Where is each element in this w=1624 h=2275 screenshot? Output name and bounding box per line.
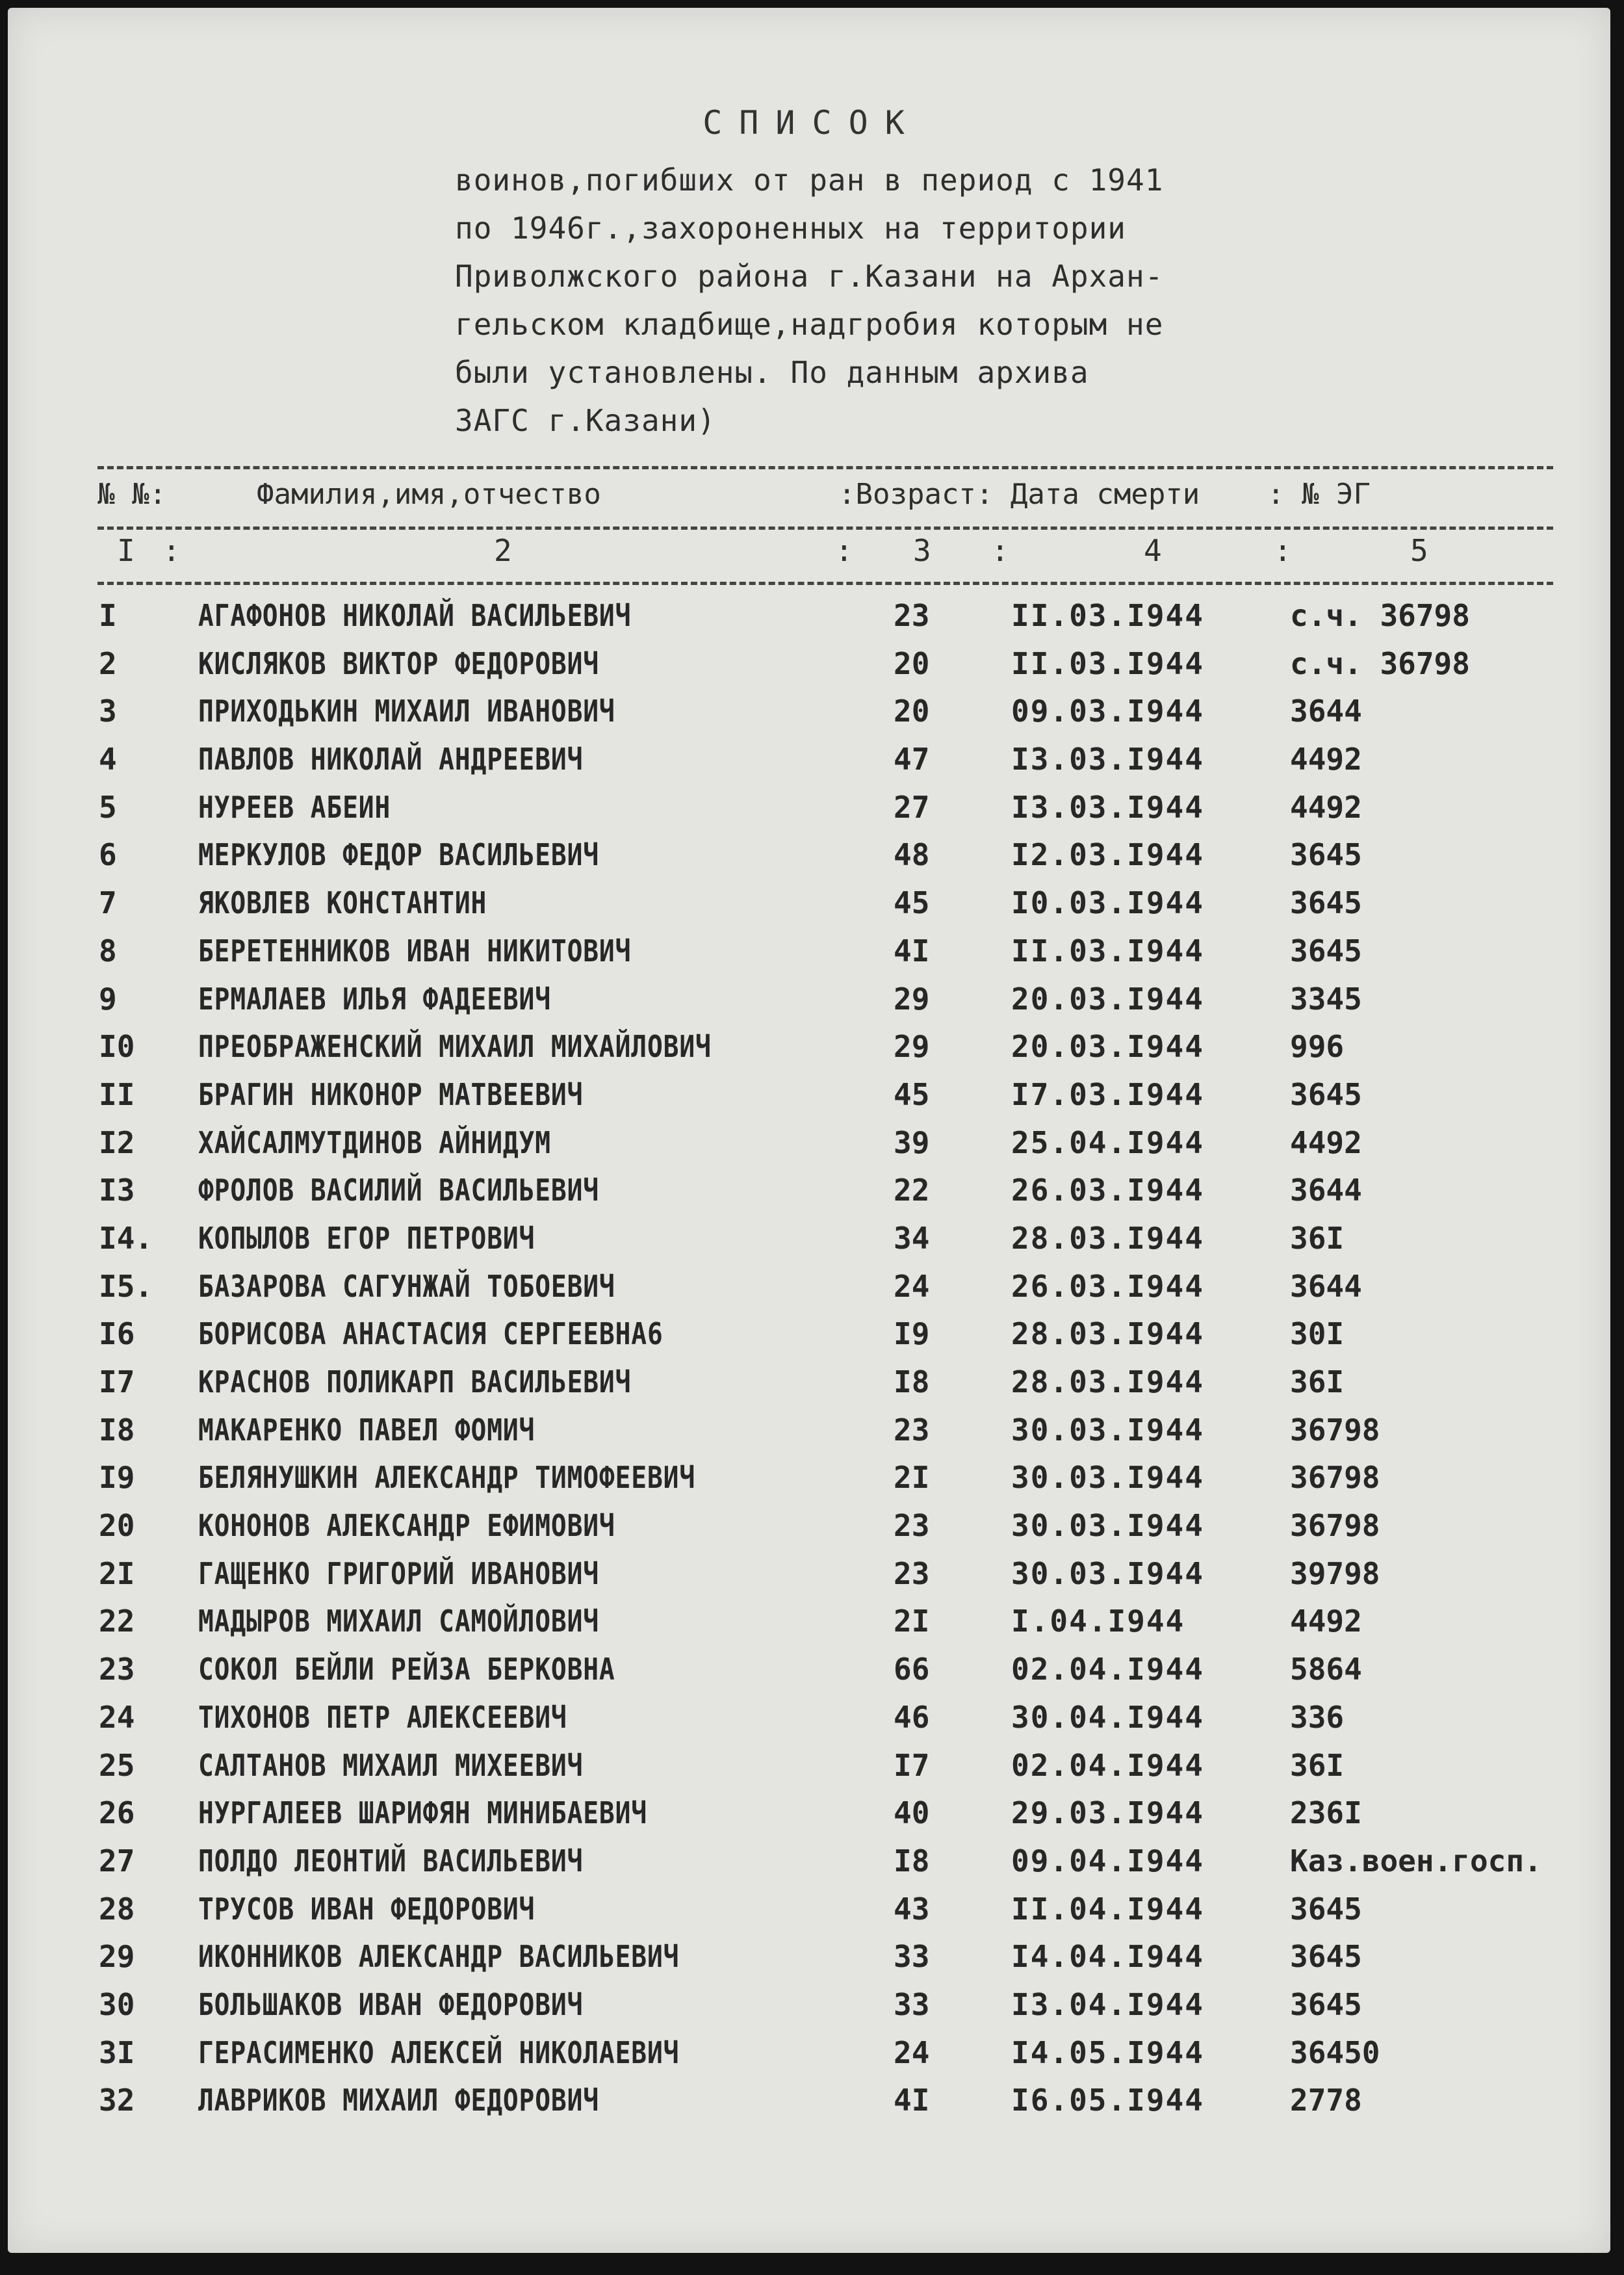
soldier-name: МАДЫРОВ МИХАИЛ САМОЙЛОВИЧ [198, 1604, 599, 1639]
soldier-name: САЛТАНОВ МИХАИЛ МИХЕЕВИЧ [198, 1747, 584, 1783]
death-date: I3.03.I944 [1011, 789, 1204, 825]
age-cell: 47 [894, 742, 930, 777]
unit-number: 4492 [1290, 789, 1362, 825]
death-date: I3.04.I944 [1011, 1986, 1204, 2022]
unit-number: 3644 [1290, 694, 1362, 729]
unit-number: с.ч. 36798 [1290, 645, 1470, 681]
age-cell: I9 [894, 1316, 930, 1352]
row-number: 28 [99, 1891, 135, 1927]
subtitle-line: Приволжского района г.Казани на Архан- [455, 259, 1164, 294]
column-number-rule [97, 582, 1553, 585]
row-number: 9 [99, 981, 117, 1017]
death-date: II.04.I944 [1011, 1891, 1204, 1927]
unit-number: 4492 [1290, 1124, 1362, 1160]
row-number: 23 [99, 1652, 135, 1687]
row-number: 22 [99, 1604, 135, 1639]
unit-number: 3644 [1290, 1173, 1362, 1208]
soldier-name: ТРУСОВ ИВАН ФЕДОРОВИЧ [198, 1891, 535, 1927]
row-number: I7 [99, 1364, 135, 1399]
soldier-name: НУРЕЕВ АБЕИН [198, 789, 391, 825]
death-date: 30.03.I944 [1011, 1555, 1204, 1591]
unit-number: 2778 [1290, 2083, 1362, 2118]
unit-number: 36798 [1290, 1412, 1380, 1448]
table-row [0, 884, 1624, 932]
age-cell: 33 [894, 1986, 930, 2022]
death-date: 30.03.I944 [1011, 1460, 1204, 1496]
row-number: 3I [99, 2034, 135, 2070]
subtitle-line: воинов,погибших от ран в период с 1941 [455, 162, 1164, 198]
death-date: 09.04.I944 [1011, 1843, 1204, 1878]
soldier-name: БАЗАРОВА САГУНЖАЙ ТОБОЕВИЧ [198, 1268, 615, 1304]
row-number: I3 [99, 1173, 135, 1208]
unit-number: 3645 [1290, 1939, 1362, 1975]
row-number: I4. [99, 1220, 153, 1256]
table-row [0, 645, 1624, 693]
age-cell: 43 [894, 1891, 930, 1927]
unit-number: 5864 [1290, 1652, 1362, 1687]
age-cell: 23 [894, 1555, 930, 1591]
death-date: II.03.I944 [1011, 933, 1204, 968]
age-cell: 4I [894, 933, 930, 968]
row-number: 2 [99, 645, 117, 681]
soldier-name: КОНОНОВ АЛЕКСАНДР ЕФИМОВИЧ [198, 1508, 615, 1544]
death-date: I0.03.I944 [1011, 885, 1204, 921]
age-cell: I8 [894, 1843, 930, 1878]
table-top-rule [97, 466, 1553, 469]
row-number: 5 [99, 789, 117, 825]
row-number: I2 [99, 1124, 135, 1160]
age-cell: 23 [894, 1412, 930, 1448]
unit-number: 3644 [1290, 1268, 1362, 1304]
table-row [0, 1890, 1624, 1938]
table-row [0, 1986, 1624, 2034]
age-cell: 27 [894, 789, 930, 825]
age-cell: I7 [894, 1747, 930, 1783]
soldier-name: АГАФОНОВ НИКОЛАЙ ВАСИЛЬЕВИЧ [198, 598, 632, 633]
header-rule [97, 526, 1553, 530]
age-cell: 4I [894, 2083, 930, 2118]
table-row [0, 932, 1624, 980]
soldier-name: БОЛЬШАКОВ ИВАН ФЕДОРОВИЧ [198, 1986, 584, 2022]
soldier-name: ПРЕОБРАЖЕНСКИЙ МИХАИЛ МИХАЙЛОВИЧ [198, 1029, 712, 1065]
soldier-name: БОРИСОВА АНАСТАСИЯ СЕРГЕЕВНА6 [198, 1316, 664, 1352]
soldier-name: ЛАВРИКОВ МИХАИЛ ФЕДОРОВИЧ [198, 2083, 599, 2118]
table-row [0, 692, 1624, 740]
table-row [0, 1794, 1624, 1842]
unit-number: 3645 [1290, 933, 1362, 968]
colnum-5: 5 [1410, 533, 1428, 568]
table-row [0, 1747, 1624, 1795]
table-row [0, 1938, 1624, 1986]
soldier-name: БЕЛЯНУШКИН АЛЕКСАНДР ТИМОФЕЕВИЧ [198, 1460, 695, 1496]
unit-number: 36I [1290, 1364, 1345, 1399]
header-name: Фамилия,имя,отчество [257, 478, 601, 511]
table-row [0, 1650, 1624, 1698]
table-row [0, 836, 1624, 884]
row-number: 4 [99, 742, 117, 777]
death-date: 28.03.I944 [1011, 1364, 1204, 1399]
table-row [0, 1507, 1624, 1555]
subtitle-line: были установлены. По данным архива [455, 355, 1089, 390]
soldier-name: БЕРЕТЕННИКОВ ИВАН НИКИТОВИЧ [198, 933, 632, 968]
table-row [0, 1171, 1624, 1219]
row-number: 30 [99, 1986, 135, 2022]
table-row [0, 597, 1624, 645]
age-cell: 45 [894, 1076, 930, 1112]
row-number: 20 [99, 1508, 135, 1544]
age-cell: 29 [894, 1029, 930, 1065]
death-date: I6.05.I944 [1011, 2083, 1204, 2118]
header-num: № №: [97, 478, 166, 511]
header-age-date: :Возраст: Дата смерти [838, 478, 1200, 511]
table-row [0, 1842, 1624, 1890]
death-date: 30.04.I944 [1011, 1699, 1204, 1735]
table-row [0, 1698, 1624, 1747]
unit-number: 36798 [1290, 1508, 1380, 1544]
unit-number: 39798 [1290, 1555, 1380, 1591]
unit-number: 4492 [1290, 742, 1362, 777]
subtitle-line: по 1946г.,захороненных на территории [455, 211, 1126, 246]
table-row [0, 1028, 1624, 1076]
table-row [0, 2034, 1624, 2082]
unit-number: 996 [1290, 1029, 1345, 1065]
table-row [0, 740, 1624, 788]
colnum-1: I [117, 533, 135, 568]
subtitle-line: гельском кладбище,надгробия которым не [455, 307, 1164, 342]
death-date: I4.04.I944 [1011, 1939, 1204, 1975]
death-date: 26.03.I944 [1011, 1268, 1204, 1304]
header-unit: : № ЭГ [1267, 478, 1371, 511]
row-number: I [99, 598, 117, 633]
age-cell: 40 [894, 1795, 930, 1831]
soldier-name: ГАЩЕНКО ГРИГОРИЙ ИВАНОВИЧ [198, 1555, 599, 1591]
unit-number: 4492 [1290, 1604, 1362, 1639]
row-number: 26 [99, 1795, 135, 1831]
colnum-sep: : [1274, 533, 1292, 568]
soldier-name: ЯКОВЛЕВ КОНСТАНТИН [198, 885, 487, 921]
age-cell: 33 [894, 1939, 930, 1975]
soldier-name: ХАЙСАЛМУТДИНОВ АЙНИДУМ [198, 1124, 551, 1160]
soldier-name: КИСЛЯКОВ ВИКТОР ФЕДОРОВИЧ [198, 645, 599, 681]
table-row [0, 1268, 1624, 1316]
soldier-name: ПАВЛОВ НИКОЛАЙ АНДРЕЕВИЧ [198, 742, 584, 777]
soldier-name: МАКАРЕНКО ПАВЕЛ ФОМИЧ [198, 1412, 535, 1448]
row-number: 29 [99, 1939, 135, 1975]
colnum-sep: : [162, 533, 181, 568]
soldier-name: ГЕРАСИМЕНКО АЛЕКСЕЙ НИКОЛАЕВИЧ [198, 2034, 680, 2070]
age-cell: 29 [894, 981, 930, 1017]
row-number: II [99, 1076, 135, 1112]
table-row [0, 788, 1624, 837]
death-date: 28.03.I944 [1011, 1316, 1204, 1352]
age-cell: 20 [894, 645, 930, 681]
unit-number: 3345 [1290, 981, 1362, 1017]
document-subtitle [455, 156, 1267, 445]
colnum-sep: : [835, 533, 853, 568]
age-cell: 22 [894, 1173, 930, 1208]
row-number: 7 [99, 885, 117, 921]
row-number: 24 [99, 1699, 135, 1735]
row-number: I6 [99, 1316, 135, 1352]
row-number: 27 [99, 1843, 135, 1878]
table-row [0, 1363, 1624, 1411]
table-row [0, 980, 1624, 1028]
death-date: 30.03.I944 [1011, 1508, 1204, 1544]
death-date: 09.03.I944 [1011, 694, 1204, 729]
colnum-2: 2 [494, 533, 512, 568]
row-number: 32 [99, 2083, 135, 2118]
burial-list [0, 597, 1624, 2129]
table-row [0, 1315, 1624, 1363]
soldier-name: ПРИХОДЬКИН МИХАИЛ ИВАНОВИЧ [198, 694, 615, 729]
unit-number: 3645 [1290, 1986, 1362, 2022]
death-date: I4.05.I944 [1011, 2034, 1204, 2070]
death-date: II.03.I944 [1011, 598, 1204, 633]
document-title: СПИСОК [702, 104, 922, 142]
death-date: 29.03.I944 [1011, 1795, 1204, 1831]
table-row [0, 2081, 1624, 2129]
row-number: 6 [99, 837, 117, 873]
soldier-name: ТИХОНОВ ПЕТР АЛЕКСЕЕВИЧ [198, 1699, 567, 1735]
death-date: 02.04.I944 [1011, 1747, 1204, 1783]
table-row [0, 1076, 1624, 1124]
table-row [0, 1459, 1624, 1507]
row-number: I5. [99, 1268, 153, 1304]
unit-number: 36I [1290, 1220, 1345, 1256]
age-cell: 46 [894, 1699, 930, 1735]
unit-number: 236I [1290, 1795, 1362, 1831]
unit-number: 3645 [1290, 885, 1362, 921]
row-number: I0 [99, 1029, 135, 1065]
soldier-name: ЕРМАЛАЕВ ИЛЬЯ ФАДЕЕВИЧ [198, 981, 551, 1017]
unit-number: с.ч. 36798 [1290, 598, 1470, 633]
table-row [0, 1602, 1624, 1650]
colnum-4: 4 [1144, 533, 1162, 568]
soldier-name: КРАСНОВ ПОЛИКАРП ВАСИЛЬЕВИЧ [198, 1364, 632, 1399]
death-date: II.03.I944 [1011, 645, 1204, 681]
age-cell: 23 [894, 598, 930, 633]
row-number: I8 [99, 1412, 135, 1448]
soldier-name: ФРОЛОВ ВАСИЛИЙ ВАСИЛЬЕВИЧ [198, 1173, 599, 1208]
unit-number: 3645 [1290, 837, 1362, 873]
row-number: I9 [99, 1460, 135, 1496]
table-row [0, 1219, 1624, 1268]
row-number: 25 [99, 1747, 135, 1783]
death-date: I7.03.I944 [1011, 1076, 1204, 1112]
age-cell: 34 [894, 1220, 930, 1256]
unit-number: 3645 [1290, 1891, 1362, 1927]
unit-number: 30I [1290, 1316, 1345, 1352]
row-number: 2I [99, 1555, 135, 1591]
age-cell: I8 [894, 1364, 930, 1399]
soldier-name: НУРГАЛЕЕВ ШАРИФЯН МИНИБАЕВИЧ [198, 1795, 647, 1831]
soldier-name: СОКОЛ БЕЙЛИ РЕЙЗА БЕРКОВНА [198, 1652, 615, 1687]
age-cell: 45 [894, 885, 930, 921]
age-cell: 2I [894, 1460, 930, 1496]
age-cell: 66 [894, 1652, 930, 1687]
age-cell: 24 [894, 2034, 930, 2070]
unit-number: Каз.воен.госп. [1290, 1843, 1542, 1878]
subtitle-line: ЗАГС г.Казани) [455, 403, 716, 438]
soldier-name: ИКОННИКОВ АЛЕКСАНДР ВАСИЛЬЕВИЧ [198, 1939, 680, 1975]
age-cell: 48 [894, 837, 930, 873]
unit-number: 36798 [1290, 1460, 1380, 1496]
table-row [0, 1124, 1624, 1172]
unit-number: 336 [1290, 1699, 1345, 1735]
row-number: 8 [99, 933, 117, 968]
death-date: 26.03.I944 [1011, 1173, 1204, 1208]
age-cell: 2I [894, 1604, 930, 1639]
unit-number: 36450 [1290, 2034, 1380, 2070]
death-date: I.04.I944 [1011, 1604, 1185, 1639]
soldier-name: КОПЫЛОВ ЕГОР ПЕТРОВИЧ [198, 1220, 535, 1256]
death-date: 20.03.I944 [1011, 981, 1204, 1017]
colnum-3: 3 [913, 533, 931, 568]
table-row [0, 1555, 1624, 1603]
age-cell: 23 [894, 1508, 930, 1544]
death-date: 20.03.I944 [1011, 1029, 1204, 1065]
age-cell: 39 [894, 1124, 930, 1160]
colnum-sep: : [991, 533, 1009, 568]
death-date: I2.03.I944 [1011, 837, 1204, 873]
table-row [0, 1411, 1624, 1459]
death-date: 02.04.I944 [1011, 1652, 1204, 1687]
death-date: I3.03.I944 [1011, 742, 1204, 777]
age-cell: 24 [894, 1268, 930, 1304]
unit-number: 36I [1290, 1747, 1345, 1783]
soldier-name: МЕРКУЛОВ ФЕДОР ВАСИЛЬЕВИЧ [198, 837, 599, 873]
death-date: 30.03.I944 [1011, 1412, 1204, 1448]
soldier-name: ПОЛДО ЛЕОНТИЙ ВАСИЛЬЕВИЧ [198, 1843, 584, 1878]
death-date: 28.03.I944 [1011, 1220, 1204, 1256]
unit-number: 3645 [1290, 1076, 1362, 1112]
death-date: 25.04.I944 [1011, 1124, 1204, 1160]
soldier-name: БРАГИН НИКОНОР МАТВЕЕВИЧ [198, 1076, 584, 1112]
row-number: 3 [99, 694, 117, 729]
age-cell: 20 [894, 694, 930, 729]
